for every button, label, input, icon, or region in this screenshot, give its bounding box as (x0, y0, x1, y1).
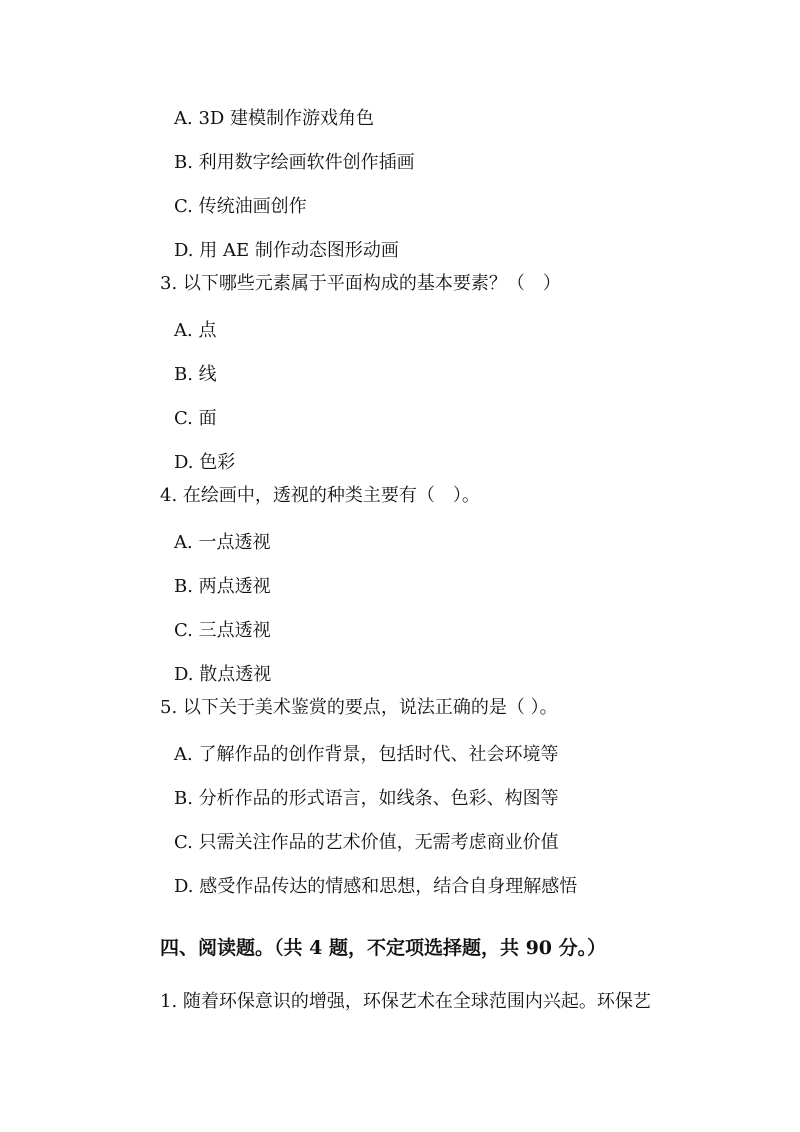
q4-stem: 4. 在绘画中，透视的种类主要有（ ）。 (160, 485, 480, 506)
q4-option-b: B. 两点透视 (174, 576, 271, 597)
q2-option-a: A. 3D 建模制作游戏角色 (174, 108, 375, 129)
q5-stem: 5. 以下关于美术鉴赏的要点，说法正确的是（ ）。 (160, 697, 558, 718)
reading-paragraph-1: 1. 随着环保意识的增强，环保艺术在全球范围内兴起。环保艺 (160, 991, 651, 1012)
q2-option-b: B. 利用数字绘画软件创作插画 (174, 152, 415, 173)
q4-option-a: A. 一点透视 (174, 532, 271, 553)
q4-option-c: C. 三点透视 (174, 620, 271, 641)
q3-option-b: B. 线 (174, 364, 217, 385)
q5-option-c: C. 只需关注作品的艺术价值，无需考虑商业价值 (174, 832, 559, 853)
q3-stem: 3. 以下哪些元素属于平面构成的基本要素？（ ） (160, 273, 561, 294)
q5-option-a: A. 了解作品的创作背景，包括时代、社会环境等 (174, 744, 559, 765)
q3-option-a: A. 点 (174, 320, 217, 341)
q3-option-d: D. 色彩 (174, 452, 236, 473)
q5-option-b: B. 分析作品的形式语言，如线条、色彩、构图等 (174, 788, 559, 809)
q5-option-d: D. 感受作品传达的情感和思想，结合自身理解感悟 (174, 876, 578, 897)
q2-option-d: D. 用 AE 制作动态图形动画 (174, 240, 399, 261)
q3-option-c: C. 面 (174, 408, 217, 429)
q4-option-d: D. 散点透视 (174, 664, 272, 685)
section-heading: 四、阅读题。（共 4 题，不定项选择题，共 90 分。） (160, 937, 607, 959)
q2-option-c: C. 传统油画创作 (174, 196, 307, 217)
